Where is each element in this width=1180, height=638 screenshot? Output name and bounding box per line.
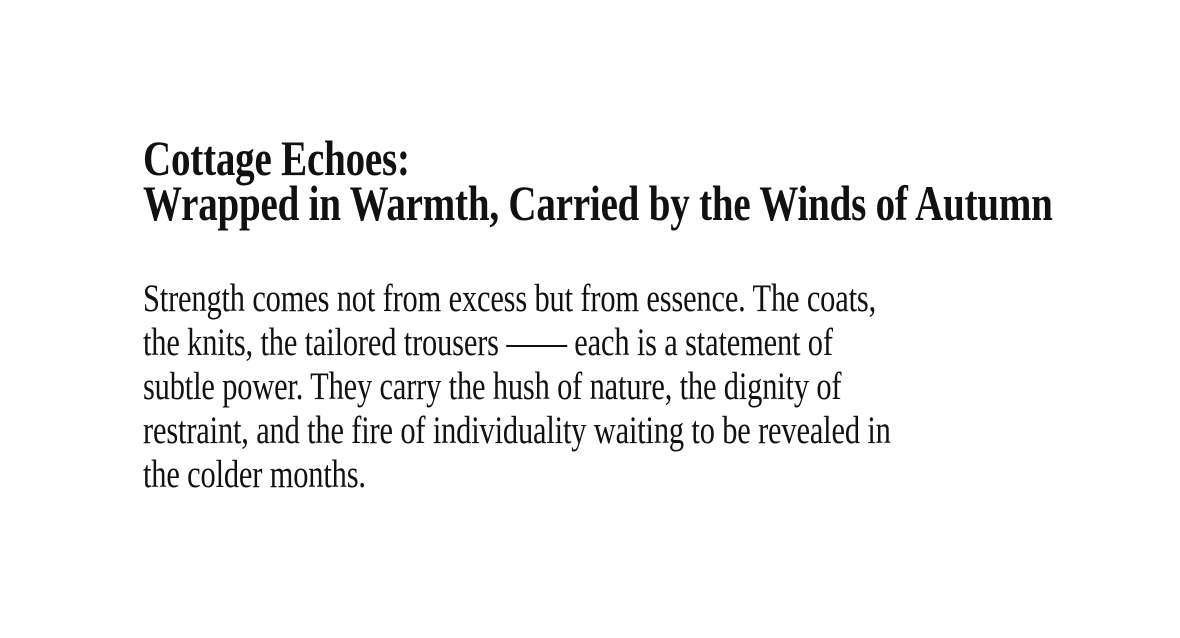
text-block: [143, 130, 1053, 497]
body-paragraph-line-4: restraint, and the fire of individuality waiting to be revealed in: [143, 409, 891, 452]
body-paragraph: [143, 277, 1053, 497]
body-paragraph-line-5: the colder months.: [143, 453, 366, 496]
body-paragraph-line-3: subtle power. They carry the hush of nature, the dignity of: [143, 365, 842, 408]
body-paragraph-line-1: Strength comes not from excess but from essence. The coats,: [143, 277, 877, 320]
page-title: [143, 130, 1053, 231]
page-title-line-2: Wrapped in Warmth, Carried by the Winds of Autumn: [143, 175, 1053, 231]
page-title-line-1: Cottage Echoes:: [143, 130, 410, 186]
body-paragraph-line-2: the knits, the tailored trousers —— each is a statement of: [143, 321, 833, 364]
